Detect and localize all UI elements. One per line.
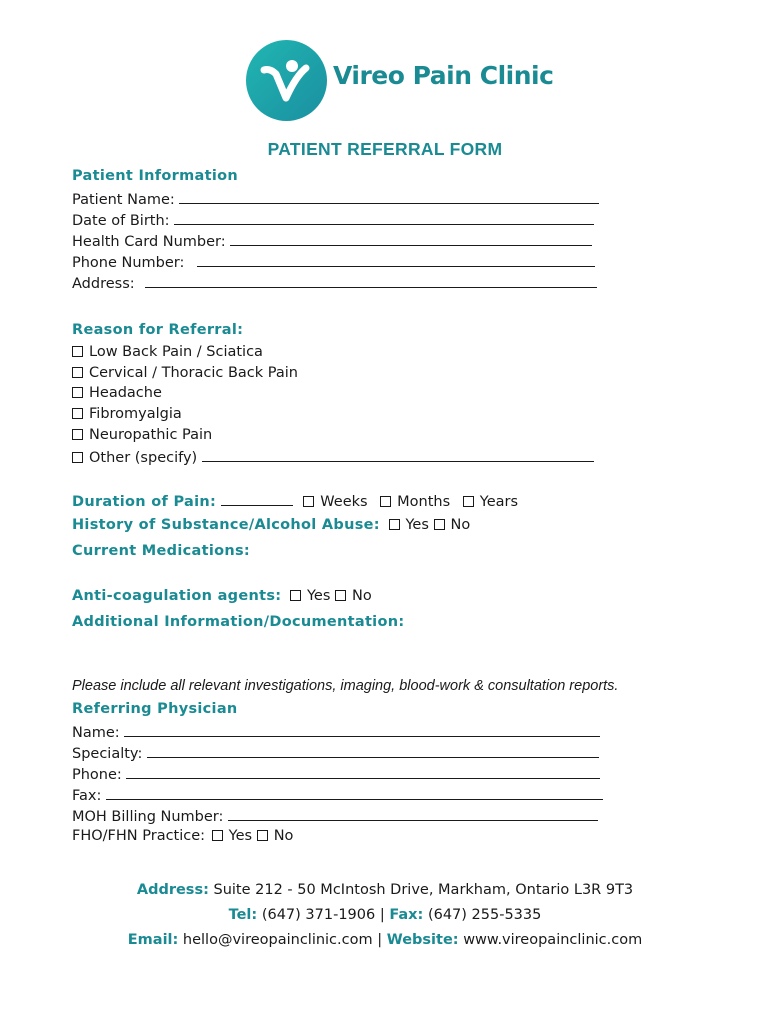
reason-option[interactable] <box>72 344 263 360</box>
footer-address <box>0 882 770 898</box>
blank-line[interactable] <box>147 744 599 758</box>
field-health-card[interactable] <box>72 232 592 250</box>
field-label: Date of Birth: <box>72 213 170 229</box>
option-label: Headache <box>89 385 162 401</box>
blank-line[interactable] <box>174 211 594 225</box>
checkbox-icon[interactable] <box>303 496 314 507</box>
checkbox-icon[interactable] <box>257 830 268 841</box>
address-value: Suite 212 - 50 McIntosh Drive, Markham, Ontario L3R 9T3 <box>213 882 634 898</box>
medications-label: Current Medications: <box>72 543 251 559</box>
blank-line[interactable] <box>197 253 595 267</box>
option-label: No <box>273 828 294 844</box>
blank-line[interactable] <box>126 765 600 779</box>
website-link[interactable]: www.vireopainclinic.com <box>463 932 643 948</box>
documentation-note: Please include all relevant investigations, imaging, blood-work & consultation reports. <box>72 678 619 694</box>
address-label: Address: <box>136 882 209 898</box>
option-label: Months <box>397 494 451 510</box>
duration-label: Duration of Pain: <box>72 494 217 510</box>
reason-option[interactable] <box>72 427 212 443</box>
tel-value: (647) 371-1906 <box>261 907 376 923</box>
duration-row <box>72 492 518 510</box>
footer-contact <box>0 907 770 923</box>
substance-label: History of Substance/Alcohol Abuse: <box>72 517 380 533</box>
option-label: Low Back Pain / Sciatica <box>89 344 263 360</box>
checkbox-icon[interactable] <box>72 387 83 398</box>
reason-heading: Reason for Referral: <box>72 322 244 338</box>
website-label: Website: <box>386 932 459 948</box>
field-date-of-birth[interactable] <box>72 211 594 229</box>
anticoag-row <box>72 588 372 604</box>
option-label: Neuropathic Pain <box>89 427 213 443</box>
checkbox-icon[interactable] <box>72 452 83 463</box>
email-label: Email: <box>127 932 179 948</box>
option-label: Years <box>479 494 519 510</box>
option-label: Fibromyalgia <box>89 406 182 422</box>
option-label: No <box>450 517 471 533</box>
form-title: PATIENT REFERRAL FORM <box>267 139 503 159</box>
checkbox-icon[interactable] <box>290 590 301 601</box>
separator: | <box>379 907 385 923</box>
brand-name: Vireo Pain Clinic <box>333 61 554 90</box>
additional-info-label: Additional Information/Documentation: <box>72 614 405 630</box>
reason-option-other[interactable] <box>72 448 594 466</box>
blank-line[interactable] <box>228 807 598 821</box>
field-phone-number[interactable] <box>72 253 595 271</box>
substance-row <box>72 517 470 533</box>
option-label: Other (specify) <box>89 450 198 466</box>
checkbox-icon[interactable] <box>212 830 223 841</box>
blank-line[interactable] <box>179 190 599 204</box>
reason-option[interactable] <box>72 365 298 381</box>
blank-line[interactable] <box>124 723 600 737</box>
tel-label: Tel: <box>228 907 258 923</box>
patient-info-heading: Patient Information <box>72 168 238 184</box>
separator: | <box>377 932 383 948</box>
field-label: Phone: <box>72 767 122 783</box>
duration-blank[interactable] <box>221 492 293 506</box>
field-label: Address: <box>72 276 135 292</box>
email-link[interactable]: hello@vireopainclinic.com <box>182 932 373 948</box>
checkbox-icon[interactable] <box>72 367 83 378</box>
field-label: Specialty: <box>72 746 143 762</box>
blank-line[interactable] <box>106 786 603 800</box>
blank-line[interactable] <box>202 448 594 462</box>
physician-billing-field[interactable] <box>72 807 598 825</box>
checkbox-icon[interactable] <box>389 519 400 530</box>
fax-label: Fax: <box>389 907 424 923</box>
option-label: Yes <box>307 588 331 604</box>
field-address[interactable] <box>72 274 597 292</box>
blank-line[interactable] <box>145 274 597 288</box>
checkbox-icon[interactable] <box>380 496 391 507</box>
checkbox-icon[interactable] <box>72 429 83 440</box>
field-label: Health Card Number: <box>72 234 226 250</box>
checkbox-icon[interactable] <box>463 496 474 507</box>
vireo-v-person-icon <box>246 40 327 121</box>
footer-web <box>0 932 770 948</box>
checkbox-icon[interactable] <box>335 590 346 601</box>
fax-value: (647) 255-5335 <box>427 907 542 923</box>
practice-row <box>72 828 293 844</box>
physician-name-field[interactable] <box>72 723 600 741</box>
option-label: Yes <box>228 828 253 844</box>
field-label: Fax: <box>72 788 102 804</box>
reason-option[interactable] <box>72 385 162 401</box>
clinic-logo-icon <box>246 40 327 121</box>
field-label: MOH Billing Number: <box>72 809 224 825</box>
physician-heading: Referring Physician <box>72 701 238 717</box>
checkbox-icon[interactable] <box>434 519 445 530</box>
reason-option[interactable] <box>72 406 182 422</box>
option-label: No <box>352 588 372 604</box>
field-label: Patient Name: <box>72 192 175 208</box>
field-label: Name: <box>72 725 120 741</box>
physician-phone-field[interactable] <box>72 765 600 783</box>
field-label: Phone Number: <box>72 255 185 271</box>
option-label: Weeks <box>320 494 368 510</box>
field-label: FHO/FHN Practice: <box>72 828 206 844</box>
anticoag-label: Anti-coagulation agents: <box>72 588 282 604</box>
physician-fax-field[interactable] <box>72 786 603 804</box>
physician-specialty-field[interactable] <box>72 744 599 762</box>
option-label: Cervical / Thoracic Back Pain <box>89 365 298 381</box>
checkbox-icon[interactable] <box>72 408 83 419</box>
checkbox-icon[interactable] <box>72 346 83 357</box>
field-patient-name[interactable] <box>72 190 599 208</box>
blank-line[interactable] <box>230 232 592 246</box>
option-label: Yes <box>405 517 429 533</box>
